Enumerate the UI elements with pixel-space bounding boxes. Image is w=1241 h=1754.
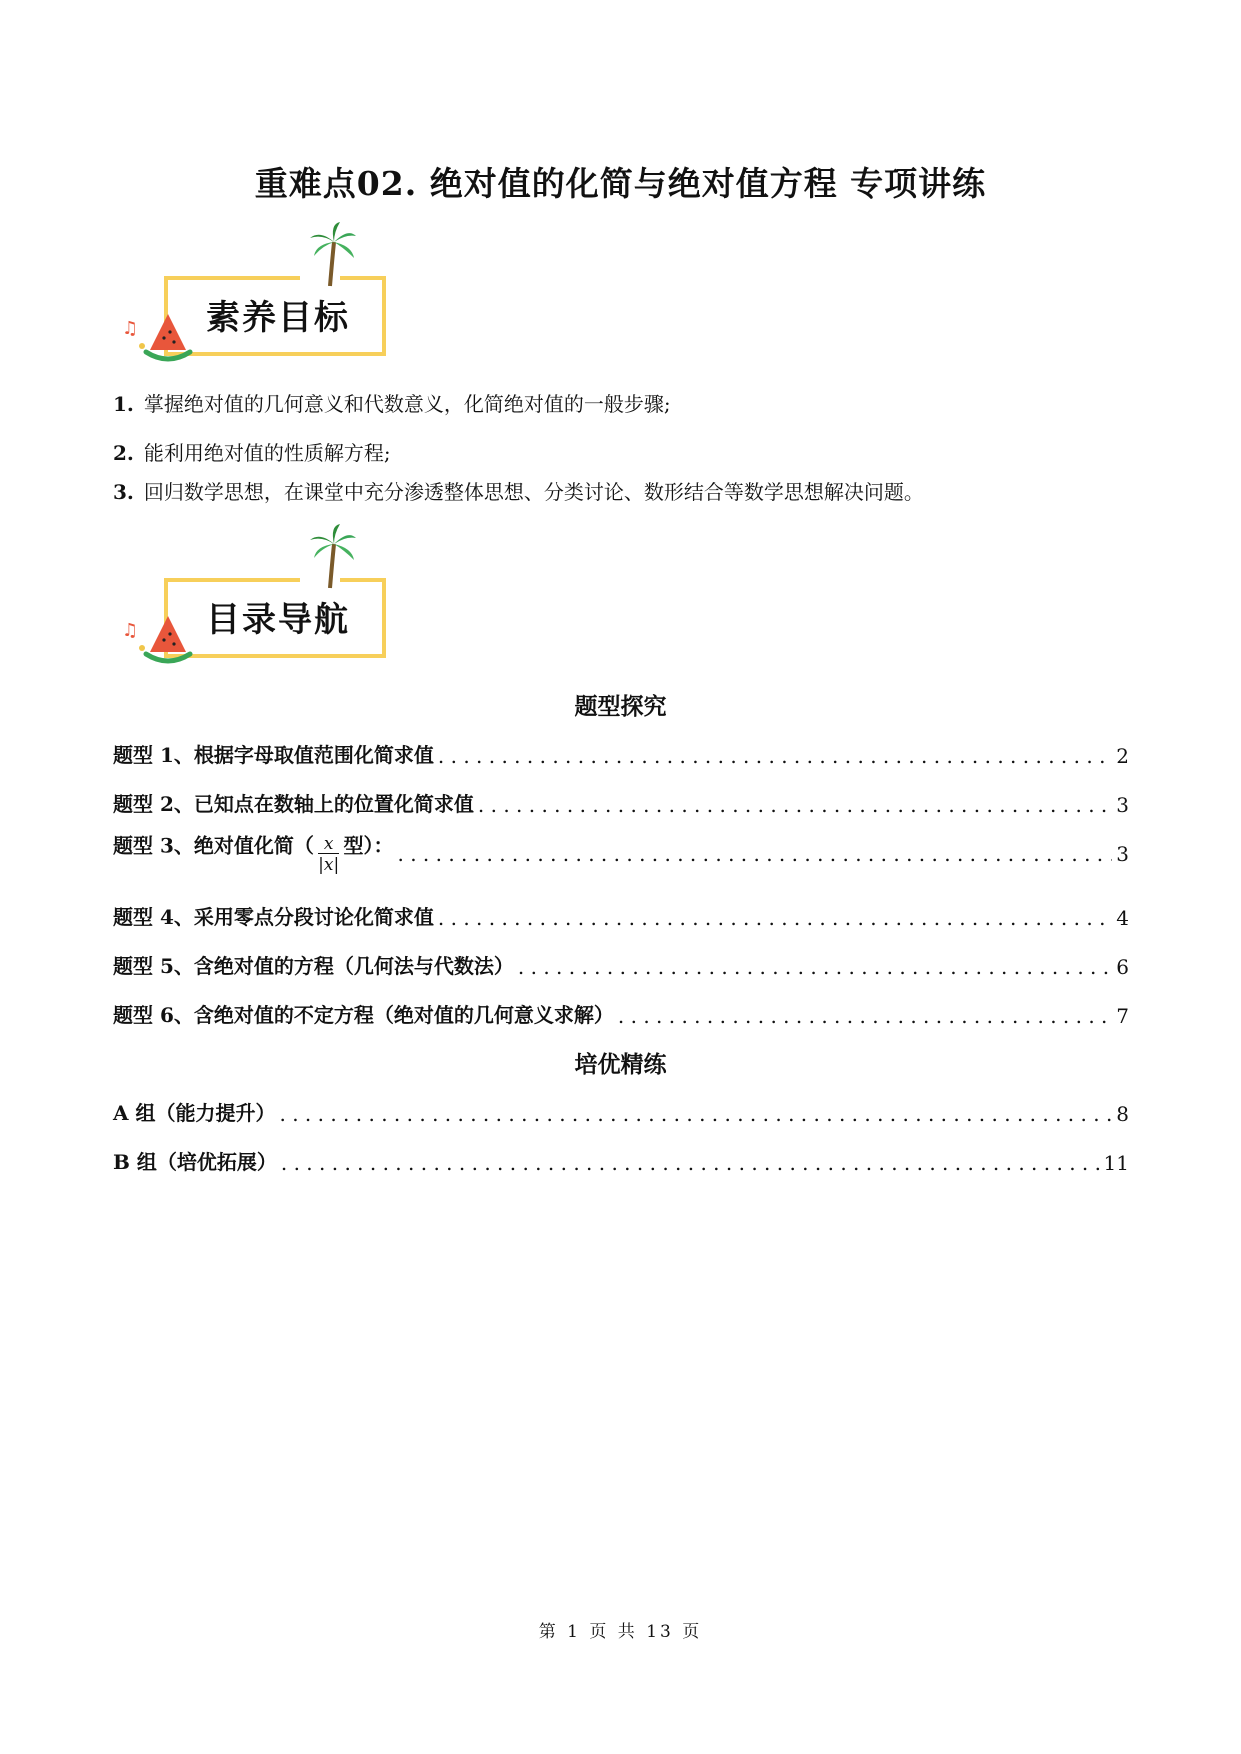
- goal-item: 2. 能利用绝对值的性质解方程;: [113, 441, 391, 465]
- section-explore-heading: 题型探究: [574, 693, 667, 720]
- toc-entry-2[interactable]: 题型 2、已知点在数轴上的位置化简求值 . . . 3: [113, 787, 1129, 817]
- palm-tree-icon: [308, 222, 358, 288]
- fraction-x-over-abs-x: $\frac{x}{|x|}$: [318, 834, 340, 875]
- section-practice-heading: 培优精练: [574, 1051, 667, 1078]
- palm-tree-icon: [308, 524, 358, 590]
- svg-text:♫: ♫: [122, 620, 139, 641]
- page-footer: 第 1 页 共 13 页: [538, 1622, 703, 1642]
- toc-entry-5[interactable]: 题型 5、含绝对值的方程（几何法与代数法） . . . 6: [113, 949, 1129, 979]
- toc-entry-6[interactable]: 题型 6、含绝对值的不定方程（绝对值的几何意义求解） . . . 7: [113, 998, 1129, 1028]
- toc-entry-group-a[interactable]: A 组（能力提升） . . . 8: [113, 1096, 1129, 1126]
- goals-badge-label: 素养目标: [206, 298, 350, 338]
- toc-entry-group-b[interactable]: B 组（培优拓展） . . . 11: [113, 1145, 1129, 1175]
- toc-entry-3[interactable]: 题型 3、绝对值化简（ $\frac{x}{|x|}$ 型）： . . . 3: [113, 836, 1129, 866]
- goals-badge: [120, 222, 390, 372]
- toc-entry-1[interactable]: 题型 1、根据字母取值范围化简求值 . . . 2: [113, 738, 1129, 768]
- svg-text:♫: ♫: [122, 318, 139, 339]
- toc-badge-label: 目录导航: [206, 600, 350, 640]
- page-title: 重难点02. 绝对值的化简与绝对值方程 专项讲练: [254, 164, 987, 203]
- goal-item: 3. 回归数学思想，在课堂中充分渗透整体思想、分类讨论、数形结合等数学思想解决问题。: [113, 480, 924, 504]
- watermelon-icon: [120, 306, 200, 366]
- watermelon-icon: [120, 608, 200, 668]
- toc-entry-4[interactable]: 题型 4、采用零点分段讨论化简求值 . . . 4: [113, 900, 1129, 930]
- goal-item: 1. 掌握绝对值的几何意义和代数意义，化简绝对值的一般步骤;: [113, 392, 671, 416]
- toc-badge: [120, 524, 390, 674]
